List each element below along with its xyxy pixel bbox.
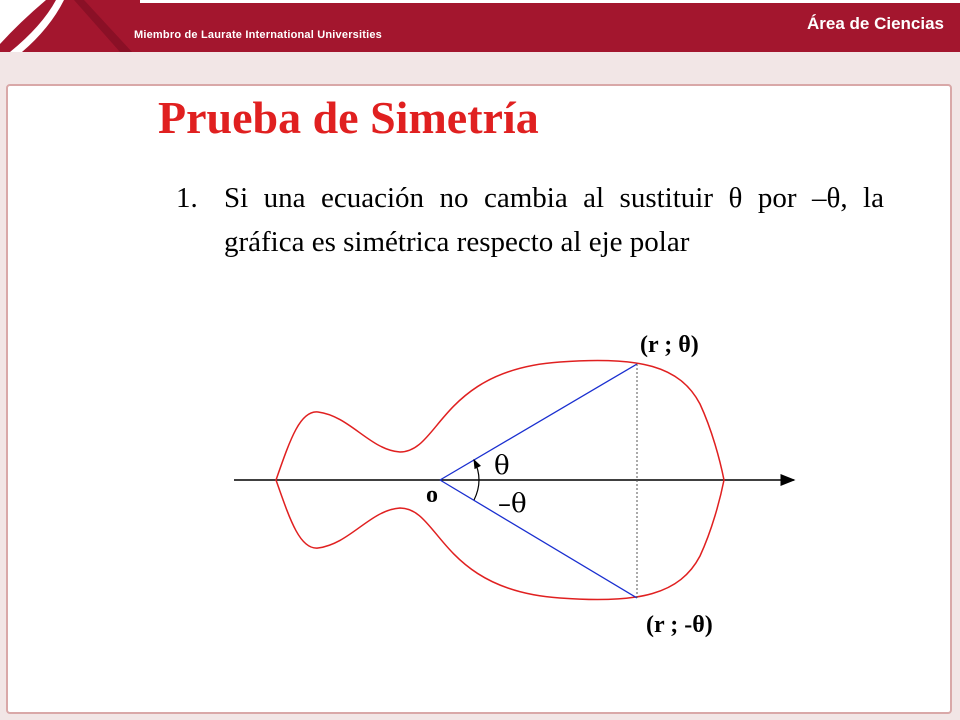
slide-title: Prueba de Simetría — [158, 92, 539, 143]
ray-theta — [440, 364, 637, 480]
ray-neg-theta — [440, 480, 637, 598]
origin-label: o — [426, 482, 438, 508]
angle-theta-label: θ — [494, 451, 510, 481]
member-text: Miembro de Laurate International Universities — [134, 29, 383, 41]
item-number: 1. — [176, 182, 198, 214]
item-text: Si una ecuación no cambia al sustituir θ por –θ, la gráfica es simétrica respecto al eje polar — [224, 182, 884, 258]
angle-neg-theta-label: –θ — [498, 489, 527, 519]
area-title: Área de Ciencias — [806, 14, 944, 33]
label-r-theta: (r ; θ) — [640, 332, 699, 358]
label-r-neg-theta: (r ; -θ) — [646, 612, 713, 638]
